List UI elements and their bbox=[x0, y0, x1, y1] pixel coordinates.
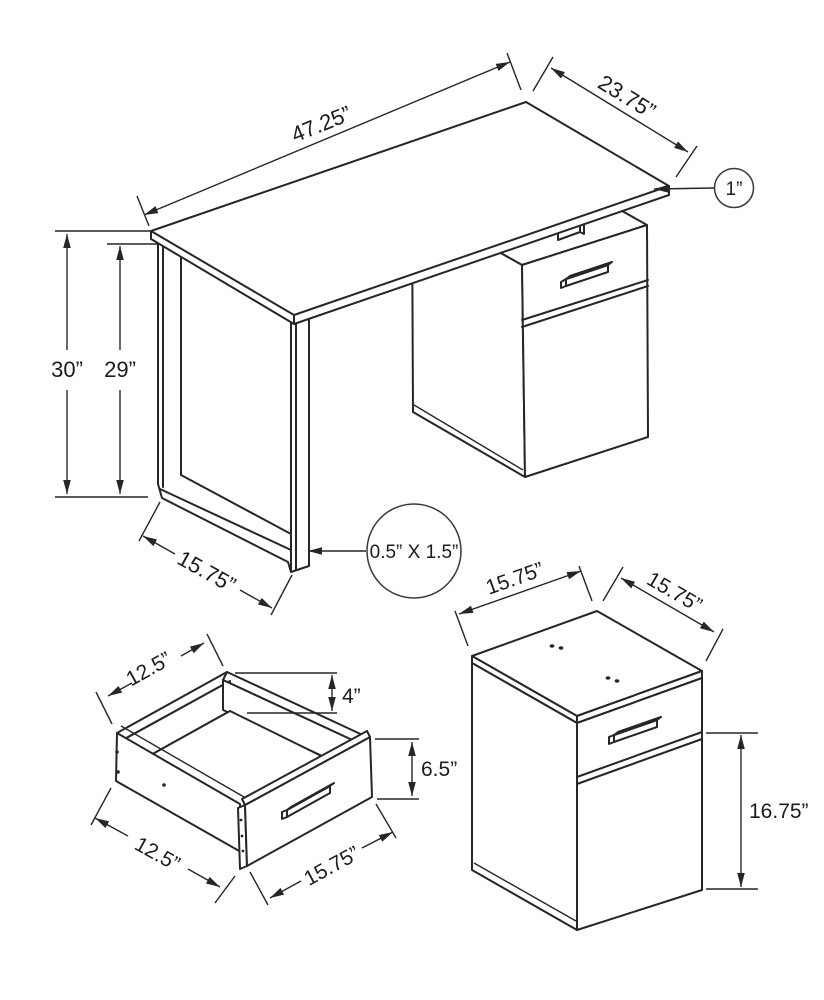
drawer-front-height-label: 6.5” bbox=[421, 758, 458, 781]
cabinet-lower-height-label: 16.75” bbox=[749, 800, 809, 823]
desk-clearance-label: 29” bbox=[104, 357, 136, 382]
desk-cabinet-front-panel bbox=[522, 225, 648, 477]
leg-back-post-lines bbox=[163, 239, 181, 487]
desk-view bbox=[51, 53, 753, 615]
leg-front-post-lines bbox=[291, 310, 296, 572]
drawer-bottom-depth-label: 12.5” bbox=[130, 832, 184, 876]
desk-leg-depth-label: 15.75” bbox=[173, 545, 240, 598]
desk-length-label: 47.25” bbox=[287, 100, 355, 148]
cabinet-top-width-label: 15.75” bbox=[482, 558, 547, 600]
drawer-inner-height-label: 4” bbox=[342, 685, 361, 708]
cabinet-box bbox=[472, 611, 702, 930]
desk-depth-label: 23.75” bbox=[593, 69, 661, 124]
desk-top-thickness-label: 1” bbox=[725, 179, 743, 200]
leg-tube-callout bbox=[308, 504, 461, 598]
leg-foot-lines bbox=[160, 475, 291, 550]
cabinet-front-panel bbox=[577, 678, 702, 930]
cabinet-detail-view bbox=[455, 558, 809, 930]
drawer-detail-view bbox=[91, 634, 457, 905]
desk-height-label: 30” bbox=[51, 357, 83, 382]
cabinet-top-depth-label: 15.75” bbox=[642, 567, 706, 618]
desk-leg-tube-label: 0.5” X 1.5” bbox=[369, 542, 459, 563]
drawer-front-width-label: 15.75” bbox=[300, 841, 364, 891]
drawer-top-depth-label: 12.5” bbox=[122, 647, 176, 691]
